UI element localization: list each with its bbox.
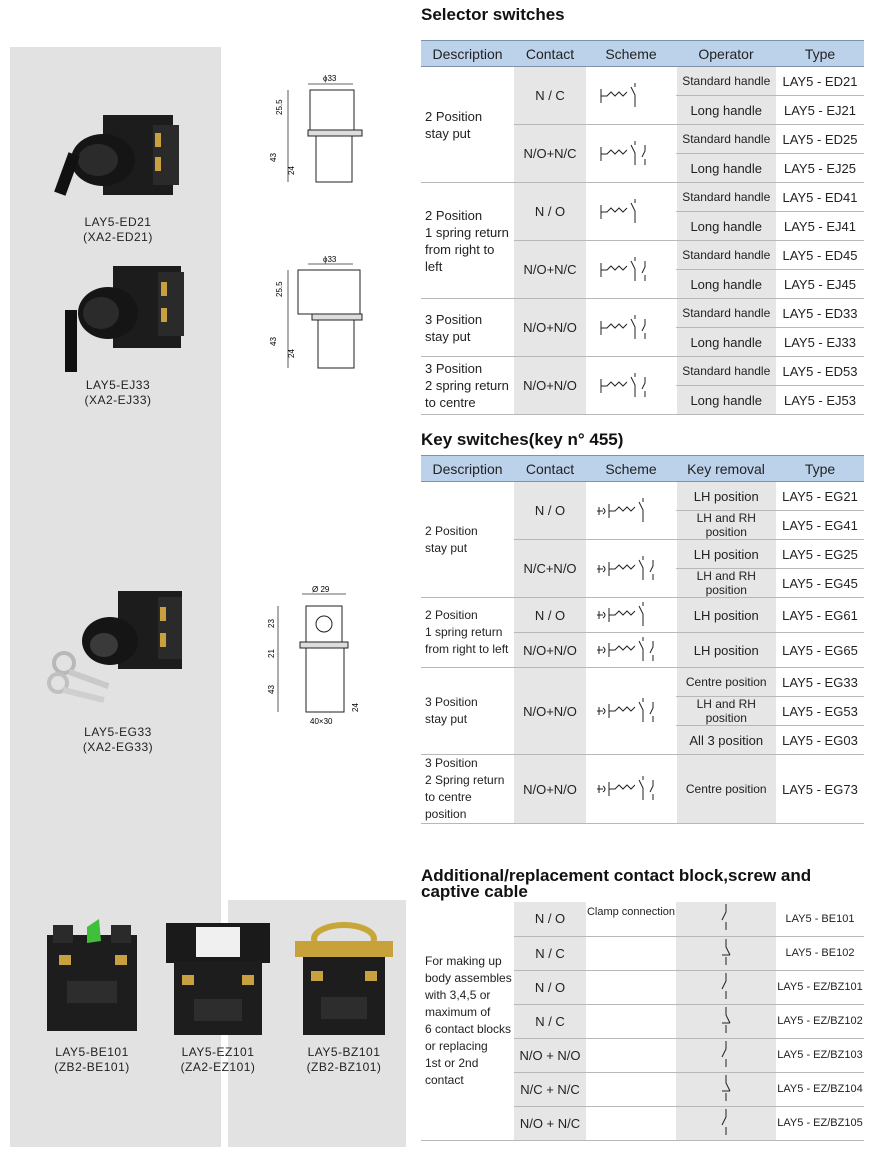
product-model: LAY5-EZ101 xyxy=(181,1045,255,1059)
connection-cell xyxy=(586,970,676,1004)
col-scheme: Scheme xyxy=(586,41,676,67)
contact-cell: N/O+N/O xyxy=(514,633,586,668)
mounting-adapter-image xyxy=(158,915,278,1045)
nc-contact-icon xyxy=(716,1073,736,1103)
connection-cell xyxy=(586,936,676,970)
type-cell: LAY5 - EG41 xyxy=(776,511,864,540)
svg-text:23: 23 xyxy=(267,619,276,628)
svg-text:24: 24 xyxy=(287,349,296,358)
scheme-cell xyxy=(586,668,676,755)
connection-cell xyxy=(586,1072,676,1106)
nc-contact-icon xyxy=(716,937,736,967)
type-cell: LAY5 - EG33 xyxy=(776,668,864,697)
type-cell: LAY5 - EZ/BZ105 xyxy=(776,1106,864,1140)
connection-cell xyxy=(586,1004,676,1038)
product-alt-model: (XA2-EG33) xyxy=(82,740,154,754)
table-row xyxy=(421,357,864,386)
svg-text:25.5: 25.5 xyxy=(275,281,284,297)
product-ez101 xyxy=(154,915,282,1075)
type-cell: LAY5 - EG73 xyxy=(776,755,864,824)
table-row xyxy=(421,902,864,936)
operator-cell: LH position xyxy=(676,633,776,668)
contact-scheme-icon xyxy=(595,598,667,632)
svg-text:43: 43 xyxy=(267,685,276,694)
type-cell: LAY5 - EG25 xyxy=(776,540,864,569)
table-header xyxy=(421,41,864,67)
col-key-removal: Key removal xyxy=(676,456,776,482)
contact-cell: N / O xyxy=(514,970,586,1004)
no-contact-icon xyxy=(716,971,736,1001)
table-row xyxy=(421,67,864,96)
operator-cell: LH position xyxy=(676,540,776,569)
description-cell: 3 Position 2 spring return to centre xyxy=(421,357,514,415)
contact-cell: N/O+N/O xyxy=(514,755,586,824)
table-row xyxy=(421,299,864,328)
scheme-cell xyxy=(676,1038,776,1072)
type-cell: LAY5 - ED53 xyxy=(776,357,864,386)
contact-scheme-icon xyxy=(595,137,667,171)
operator-cell: Long handle xyxy=(676,96,776,125)
scheme-cell xyxy=(586,67,676,125)
table-row xyxy=(421,668,864,697)
operator-cell: Standard handle xyxy=(676,125,776,154)
table-header xyxy=(421,456,864,482)
product-model: LAY5-BZ101 xyxy=(307,1045,381,1059)
product-model: LAY5-EG33 xyxy=(84,725,152,739)
type-cell: LAY5 - ED45 xyxy=(776,241,864,270)
table-row xyxy=(421,183,864,212)
connection-cell: Clamp connection xyxy=(586,902,676,936)
type-cell: LAY5 - EZ/BZ104 xyxy=(776,1072,864,1106)
svg-text:25.5: 25.5 xyxy=(275,99,284,115)
description-cell: 2 Position stay put xyxy=(421,67,514,183)
svg-text:21: 21 xyxy=(267,649,276,658)
type-cell: LAY5 - ED21 xyxy=(776,67,864,96)
product-model: LAY5-EJ33 xyxy=(85,378,151,392)
type-cell: LAY5 - EZ/BZ103 xyxy=(776,1038,864,1072)
operator-cell: Long handle xyxy=(676,154,776,183)
scheme-cell xyxy=(586,299,676,357)
scheme-cell xyxy=(586,598,676,633)
operator-cell: Centre position xyxy=(676,668,776,697)
svg-text:24: 24 xyxy=(287,166,296,175)
contact-cell: N / O xyxy=(514,183,586,241)
type-cell: LAY5 - EZ/BZ101 xyxy=(776,970,864,1004)
operator-cell: Standard handle xyxy=(676,299,776,328)
col-description: Description xyxy=(421,456,514,482)
type-cell: LAY5 - EG45 xyxy=(776,569,864,598)
type-cell: LAY5 - EG21 xyxy=(776,482,864,511)
type-cell: LAY5 - BE102 xyxy=(776,936,864,970)
svg-text:43: 43 xyxy=(269,337,278,346)
connection-cell xyxy=(586,1106,676,1140)
scheme-cell xyxy=(586,357,676,415)
svg-text:40×30: 40×30 xyxy=(310,717,333,726)
operator-cell: Standard handle xyxy=(676,183,776,212)
scheme-cell xyxy=(586,540,676,598)
additional-table xyxy=(421,902,864,1141)
product-ed21 xyxy=(38,105,198,245)
product-model: LAY5-ED21 xyxy=(84,215,152,229)
description-cell: 2 Position 1 spring return from right to left xyxy=(421,183,514,299)
product-alt-model: (XA2-ED21) xyxy=(83,230,153,244)
type-cell: LAY5 - EJ41 xyxy=(776,212,864,241)
dimension-drawing-ed21 xyxy=(268,70,378,200)
scheme-cell xyxy=(676,902,776,936)
svg-text:ϕ33: ϕ33 xyxy=(323,255,337,264)
contact-cell: N / O xyxy=(514,482,586,540)
col-type: Type xyxy=(776,41,864,67)
contact-scheme-icon xyxy=(595,195,667,229)
operator-cell: Long handle xyxy=(676,386,776,415)
type-cell: LAY5 - ED25 xyxy=(776,125,864,154)
type-cell: LAY5 - BE101 xyxy=(776,902,864,936)
scheme-cell xyxy=(586,755,676,824)
contact-cell: N / O xyxy=(514,902,586,936)
table-row xyxy=(421,482,864,511)
operator-cell: LH and RH position xyxy=(676,511,776,540)
operator-cell: All 3 position xyxy=(676,726,776,755)
col-type: Type xyxy=(776,456,864,482)
col-contact: Contact xyxy=(514,41,586,67)
operator-cell: Long handle xyxy=(676,328,776,357)
contact-cell: N / O xyxy=(514,598,586,633)
table-row xyxy=(421,755,864,824)
dimension-drawing-eg33 xyxy=(262,582,372,732)
contact-cell: N/C+N/O xyxy=(514,540,586,598)
scheme-cell xyxy=(586,482,676,540)
scheme-cell xyxy=(586,183,676,241)
contact-scheme-icon xyxy=(595,369,667,403)
additional-title: Additional/replacement contact block,screw and captive cable xyxy=(421,866,812,901)
no-contact-icon xyxy=(716,1039,736,1069)
scheme-cell xyxy=(676,936,776,970)
operator-cell: Standard handle xyxy=(676,357,776,386)
type-cell: LAY5 - EJ25 xyxy=(776,154,864,183)
contact-cell: N / C xyxy=(514,1004,586,1038)
product-ej33 xyxy=(38,258,198,408)
type-cell: LAY5 - ED33 xyxy=(776,299,864,328)
operator-cell: Long handle xyxy=(676,212,776,241)
selector-table xyxy=(421,40,864,415)
description-cell: For making up body assembles with 3,4,5 or maximum of 6 contact blocks or replacing 1st or 2nd contact xyxy=(421,902,514,1140)
contact-cell: N / C xyxy=(514,67,586,125)
no-contact-icon xyxy=(716,1107,736,1137)
contact-block-image xyxy=(37,915,147,1045)
no-contact-icon xyxy=(716,902,736,932)
description-cell: 3 Position stay put xyxy=(421,299,514,357)
contact-cell: N/O+N/O xyxy=(514,668,586,755)
dimension-drawing-ej33 xyxy=(268,252,378,382)
operator-cell: Standard handle xyxy=(676,67,776,96)
contact-scheme-icon xyxy=(595,311,667,345)
product-be101 xyxy=(28,915,156,1075)
selector-switch-long-image xyxy=(43,258,193,378)
type-cell: LAY5 - EG53 xyxy=(776,697,864,726)
contact-cell: N / C xyxy=(514,936,586,970)
metal-adapter-image xyxy=(289,915,399,1045)
contact-scheme-icon xyxy=(595,552,667,586)
scheme-cell xyxy=(586,241,676,299)
product-model: LAY5-BE101 xyxy=(55,1045,129,1059)
product-alt-model: (ZB2-BZ101) xyxy=(306,1060,382,1074)
product-eg33 xyxy=(38,585,198,755)
operator-cell: LH and RH position xyxy=(676,569,776,598)
scheme-cell xyxy=(586,633,676,668)
contact-cell: N/O+N/C xyxy=(514,241,586,299)
contact-cell: N/O+N/O xyxy=(514,299,586,357)
contact-cell: N/O + N/C xyxy=(514,1106,586,1140)
key-table-body xyxy=(421,482,864,824)
contact-scheme-icon xyxy=(595,79,667,113)
selector-title: Selector switches xyxy=(421,5,565,24)
table-row xyxy=(421,598,864,633)
selector-switch-image xyxy=(43,105,193,215)
nc-contact-icon xyxy=(716,1005,736,1035)
description-cell: 3 Position 2 Spring return to centre position xyxy=(421,755,514,824)
contact-cell: N/O+N/O xyxy=(514,357,586,415)
contact-scheme-icon xyxy=(595,253,667,287)
svg-text:24: 24 xyxy=(351,703,360,712)
additional-table-body xyxy=(421,902,864,1140)
type-cell: LAY5 - EZ/BZ102 xyxy=(776,1004,864,1038)
svg-text:Ø 29: Ø 29 xyxy=(312,585,330,594)
contact-cell: N/C + N/C xyxy=(514,1072,586,1106)
description-cell: 2 Position 1 spring return from right to left xyxy=(421,598,514,668)
contact-scheme-icon xyxy=(595,694,667,728)
contact-cell: N/O+N/C xyxy=(514,125,586,183)
key-title: Key switches(key n° 455) xyxy=(421,430,624,449)
scheme-cell xyxy=(676,1004,776,1038)
scheme-cell xyxy=(586,125,676,183)
type-cell: LAY5 - ED41 xyxy=(776,183,864,212)
type-cell: LAY5 - EG65 xyxy=(776,633,864,668)
product-alt-model: (ZA2-EZ101) xyxy=(180,1060,256,1074)
operator-cell: Long handle xyxy=(676,270,776,299)
operator-cell: LH and RH position xyxy=(676,697,776,726)
type-cell: LAY5 - EG61 xyxy=(776,598,864,633)
connection-cell xyxy=(586,1038,676,1072)
product-alt-model: (ZB2-BE101) xyxy=(54,1060,130,1074)
col-contact: Contact xyxy=(514,456,586,482)
scheme-cell xyxy=(676,970,776,1004)
selector-table-body xyxy=(421,67,864,415)
operator-cell: Standard handle xyxy=(676,241,776,270)
operator-cell: LH position xyxy=(676,482,776,511)
description-cell: 2 Position stay put xyxy=(421,482,514,598)
operator-cell: Centre position xyxy=(676,755,776,824)
scheme-cell xyxy=(676,1072,776,1106)
col-operator: Operator xyxy=(676,41,776,67)
svg-text:ϕ33: ϕ33 xyxy=(323,74,337,83)
key-switch-image xyxy=(38,585,198,725)
col-description: Description xyxy=(421,41,514,67)
contact-cell: N/O + N/O xyxy=(514,1038,586,1072)
col-scheme: Scheme xyxy=(586,456,676,482)
product-alt-model: (XA2-EJ33) xyxy=(84,393,152,407)
svg-text:43: 43 xyxy=(269,153,278,162)
type-cell: LAY5 - EJ21 xyxy=(776,96,864,125)
type-cell: LAY5 - EJ33 xyxy=(776,328,864,357)
contact-scheme-icon xyxy=(595,494,667,528)
scheme-cell xyxy=(676,1106,776,1140)
product-bz101 xyxy=(284,915,404,1075)
contact-scheme-icon xyxy=(595,633,667,667)
key-table xyxy=(421,455,864,824)
type-cell: LAY5 - EJ53 xyxy=(776,386,864,415)
operator-cell: LH position xyxy=(676,598,776,633)
description-cell: 3 Position stay put xyxy=(421,668,514,755)
type-cell: LAY5 - EJ45 xyxy=(776,270,864,299)
type-cell: LAY5 - EG03 xyxy=(776,726,864,755)
contact-scheme-icon xyxy=(595,772,667,806)
